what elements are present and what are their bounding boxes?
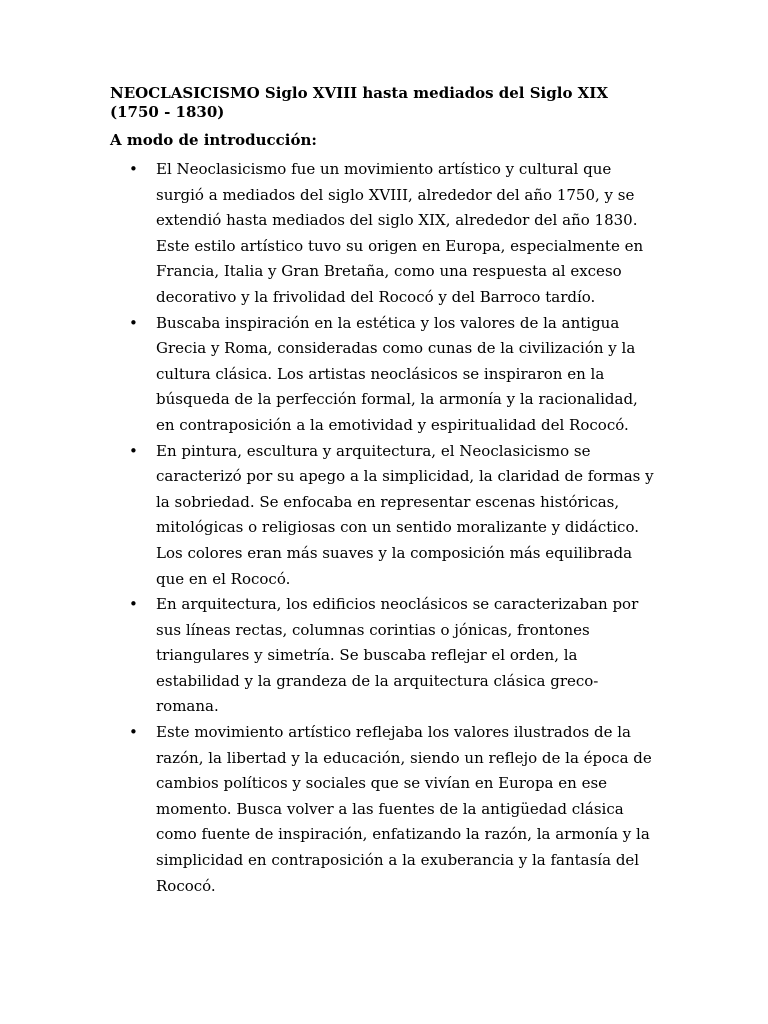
bullet-icon: • xyxy=(129,160,138,178)
bullet-icon: • xyxy=(129,313,138,332)
bullet-list xyxy=(110,157,670,899)
document-title: NEOCLASICISMO Siglo XVIII hasta mediados del Siglo XIX (1750 - 1830) xyxy=(110,84,608,121)
bullet-item xyxy=(110,439,670,593)
bullet-text: El Neoclasicismo fue un movimiento artístico y cultural que surgió a mediados del siglo XVIII, alrededor del año 1750, y se extendió hasta mediados del siglo XIX, alrededor del año 1830. Este estilo artístico tuvo su origen en Europa, especialmente en Francia, Italia y Gran Bretaña, como una respuesta al exceso decorativo y la frivolidad del Rococó y del Barroco tardío. xyxy=(156,160,644,306)
bullet-text: En pintura, escultura y arquitectura, el Neoclasicismo se caracterizó por su apego a la simplicidad, la claridad de formas y la sobriedad. Se enfocaba en representar escenas históricas, mitológicas o religiosas con un sentido moralizante y didáctico. Los colores eran más suaves y la composición más equilibrada que en el Rococó. xyxy=(156,441,654,588)
bullet-item xyxy=(110,311,670,439)
bullet-text: Este movimiento artístico reflejaba los valores ilustrados de la razón, la libertad y la educación, siendo un reflejo de la época de cambios políticos y sociales que se vivían en Europa en ese momento. Busca volver a las fuentes de la antigüedad clásica como fuente de inspiración, enfatizando la razón, la armonía y la simplicidad en contraposición a la exuberancia y la fantasía del Rococó. xyxy=(156,723,652,895)
bullet-text: En arquitectura, los edificios neoclásicos se caracterizaban por sus líneas rectas, columnas corintias o jónicas, frontones triangulares y simetría. Se buscaba reflejar el orden, la estabilidad y la grandeza de la arquitectura clásica greco-romana. xyxy=(156,595,639,716)
bullet-icon: • xyxy=(129,441,138,460)
bullet-item xyxy=(110,592,670,720)
bullet-text: Buscaba inspiración en la estética y los valores de la antigua Grecia y Roma, consideradas como cunas de la civilización y la cultura clásica. Los artistas neoclásicos se inspiraron en la búsqueda de la perfección formal, la armonía y la racionalidad, en contraposición a la emotividad y espiritualidad del Rococó. xyxy=(156,313,638,434)
section-heading: A modo de introducción: xyxy=(110,131,317,149)
bullet-icon: • xyxy=(129,723,138,742)
bullet-item xyxy=(110,157,670,311)
bullet-icon: • xyxy=(129,595,138,614)
bullet-item xyxy=(110,720,670,899)
